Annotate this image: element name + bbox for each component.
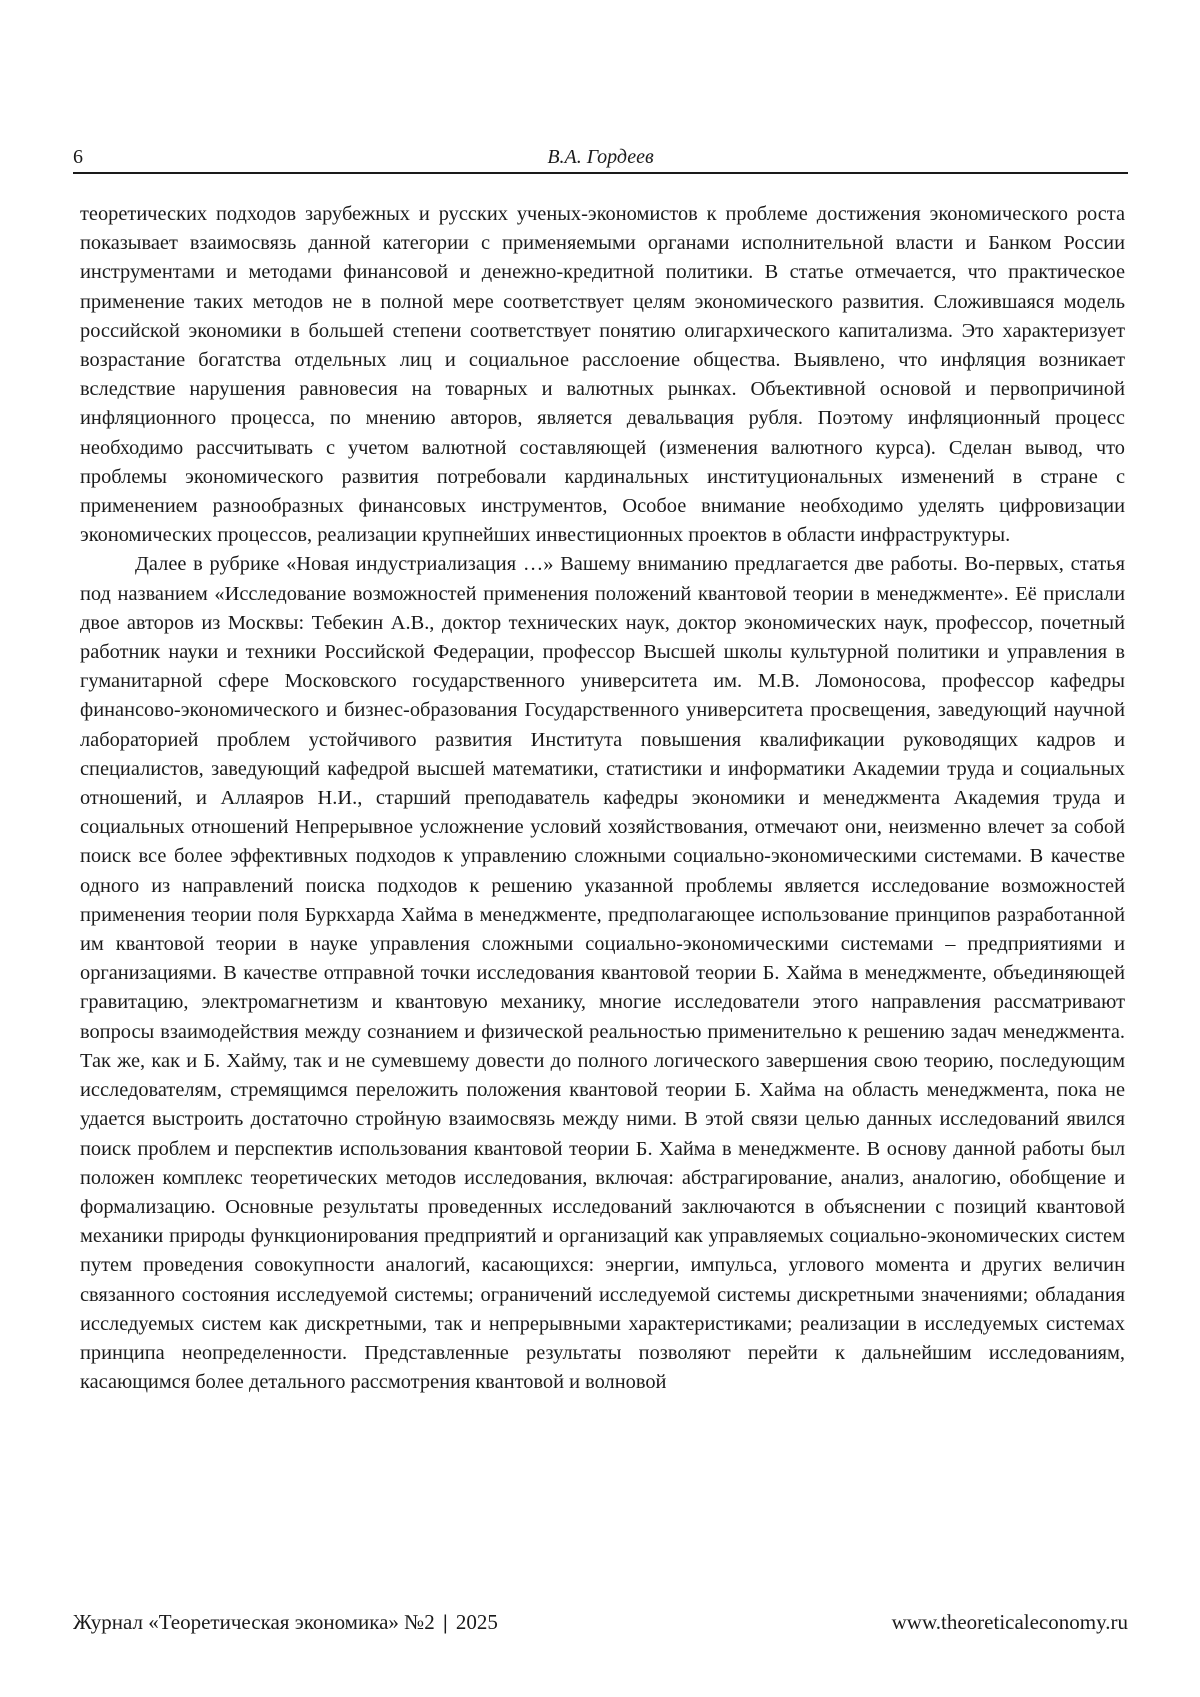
journal-year: 2025 [456,1610,498,1634]
paragraph-continued: теоретических подходов зарубежных и русских ученых-экономистов к проблеме достижения экономического роста показывает взаимосвязь данной категории с применяемыми органами исполнительной власти и Банком России инструментами и методами финансовой и денежно-кредитной политики. В статье отмечается, что практическое применение таких методов не в полной мере соответствует целям экономического развития. Сложившаяся модель российской экономики в большей степени соответствует понятию олигархического капитализма. Это характеризует возрастание богатства отдельных лиц и социальное расслоение общества. Выявлено, что инфляция возникает вследствие нарушения равновесия на товарных и валютных рынках. Объективной основой и первопричиной инфляционного процесса, по мнению авторов, является девальвация рубля. Поэтому инфляционный процесс необходимо рассчитывать с учетом валютной составляющей (изменения валютного курса). Сделан вывод, что проблемы экономического развития потребовали кардинальных институциональных изменений в стране с применением разнообразных финансовых инструментов, Особое внимание необходимо уделять цифровизации экономических процессов, реализации крупнейших инвестиционных проектов в области инфраструктуры. [80,200,1125,550]
article-body [80,200,1125,1397]
page-number: 6 [73,146,83,169]
page-header [73,140,1128,174]
page-footer [73,1610,1128,1640]
running-head-author: В.А. Гордеев [73,146,1128,169]
journal-title: Журнал «Теоретическая экономика» №2 [73,1610,435,1634]
paragraph-new-industrialization: Далее в рубрике «Новая индустриализация …» Вашему вниманию предлагается две работы. Во-первых, статья под названием «Исследование возможностей применения положений квантовой теории в менеджменте». Её прислали двое авторов из Москвы: Тебекин А.В., доктор технических наук, доктор экономических наук, профессор, почетный работник науки и техники Российской Федерации, профессор Высшей школы культурной политики и управления в гуманитарной сфере Московского государственного университета им. М.В. Ломоносова, профессор кафедры финансово-экономического и бизнес-образования Государственного университета просвещения, заведующий научной лабораторией проблем устойчивого развития Института повышения квалификации руководящих кадров и специалистов, заведующий кафедрой высшей математики, статистики и информатики Академии труда и социальных отношений, и Аллаяров Н.И., старший преподаватель кафедры экономики и менеджмента Академия труда и социальных отношений Непрерывное усложнение условий хозяйствования, отмечают они, неизменно влечет за собой поиск все более эффективных подходов к управлению сложными социально-экономическими системами. В качестве одного из направлений поиска подходов к решению указанной проблемы является исследование возможностей применения теории поля Буркхарда Хайма в менеджменте, предполагающее использование принципов разработанной им квантовой теории в науке управления сложными социально-экономическими системами – предприятиями и организациями. В качестве отправной точки исследования квантовой теории Б. Хайма в менеджменте, объединяющей гравитацию, электромагнетизм и квантовую механику, многие исследователи этого направления рассматривают вопросы взаимодействия между сознанием и физической реальностью применительно к решению задач менеджмента. Так же, как и Б. Хайму, так и не сумевшему довести до полного логического завершения свою теорию, последующим исследователям, стремящимся переложить положения квантовой теории Б. Хайма на область менеджмента, пока не удается выстроить достаточно стройную взаимосвязь между ними. В этой связи целью данных исследований явился поиск проблем и перспектив использования квантовой теории Б. Хайма в менеджменте. В основу данной работы был положен комплекс теоретических методов исследования, включая: абстрагирование, анализ, аналогию, обобщение и формализацию. Основные результаты проведенных исследований заключаются в объяснении с позиций квантовой механики природы функционирования предприятий и организаций как управляемых социально-экономических систем путем проведения совокупности аналогий, касающихся: энергии, импульса, углового момента и других величин связанного состояния исследуемой системы; ограничений исследуемой системы дискретными значениями; обладания исследуемых систем как дискретными, так и непрерывными характеристиками; реализации в исследуемых системах принципа неопределенности. Представленные результаты позволяют перейти к дальнейшим исследованиям, касающимся более детального рассмотрения квантовой и волновой [80,550,1125,1397]
journal-website-link[interactable]: www.theoreticaleconomy.ru [892,1610,1128,1635]
footer-journal-info [73,1610,498,1635]
footer-divider: | [440,1610,451,1634]
